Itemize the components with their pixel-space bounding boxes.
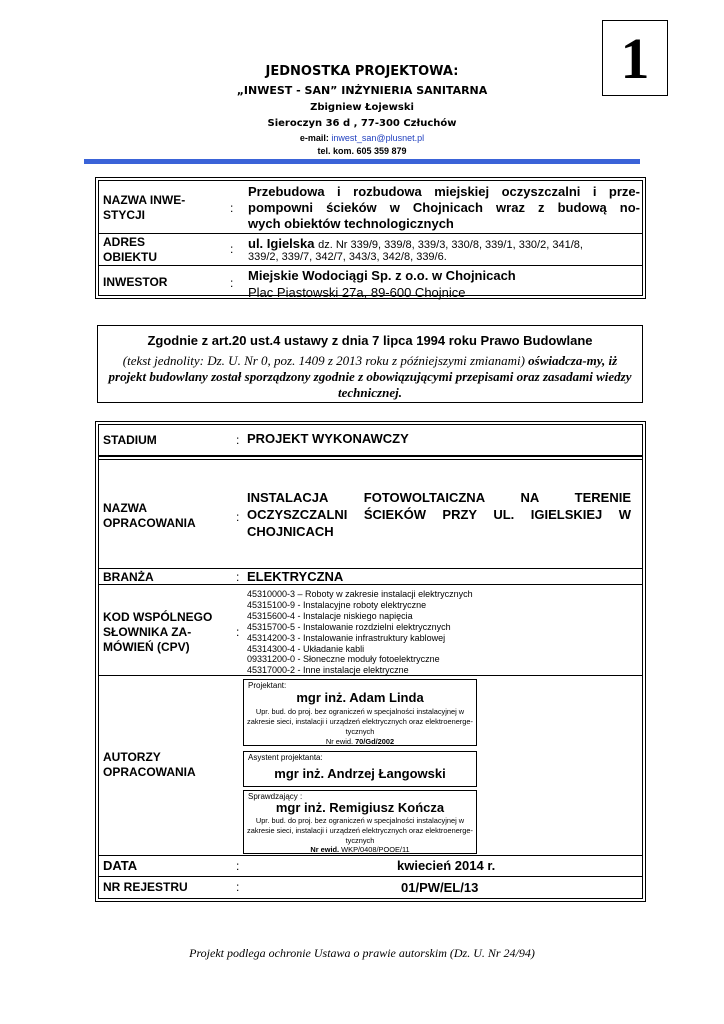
copyright-footer: Projekt podlega ochronie Ustawa o prawie autorskim (Dz. U. Nr 24/94) <box>189 946 535 960</box>
company-name: „INWEST - SAN” INŻYNIERIA SANITARNA <box>236 84 488 97</box>
investor-row <box>99 265 642 300</box>
register-label: NR REJESTRU <box>103 880 188 894</box>
company-address: Sieroczyn 36 d , 77-300 Człuchów <box>267 118 457 129</box>
header-divider <box>84 159 640 164</box>
checker-box <box>243 790 477 854</box>
email-link[interactable]: inwest_san@plusnet.pl <box>331 133 425 143</box>
checker-name: mgr inż. Remigiusz Kończa <box>275 800 445 815</box>
title-line1: INSTALACJA FOTOWOLTAICZNA NA TERENIE <box>247 490 631 505</box>
company-email <box>150 133 574 143</box>
cpv-code: 45310000-3 – Roboty w zakresie instalacji elektrycznych <box>247 589 473 599</box>
project-table-inner <box>98 424 643 899</box>
investment-table <box>95 177 646 299</box>
checker-desc1: Upr. bud. do proj. bez ograniczeń w specjalności instalacyjnej w <box>255 816 465 825</box>
branch-label: BRANŻA <box>103 570 154 584</box>
stage-row <box>99 425 642 457</box>
colon: : <box>230 276 234 290</box>
investment-table-inner <box>98 180 643 300</box>
designer-desc3: tycznych <box>345 727 375 736</box>
designer-desc1: Upr. bud. do proj. bez ograniczeń w specjalności instalacyjnej w <box>255 707 465 716</box>
cpv-code: 45314200-3 - Instalowanie infrastruktury kablowej <box>247 632 446 643</box>
cpv-code: 45314300-4 - Układanie kabli <box>247 643 365 654</box>
address-street: ul. Igielska <box>248 236 315 251</box>
company-owner: Zbigniew Łojewski <box>310 102 414 113</box>
colon: : <box>236 570 240 584</box>
assistant-name: mgr inż. Andrzej Łangowski <box>274 766 446 781</box>
cpv-row <box>99 584 642 676</box>
declaration-text-normal: (tekst jednolity: Dz. U. Nr 0, poz. 1409 z 2013 roku z późniejszymi zmianami) <box>122 353 525 368</box>
checker-desc2: zakresie sieci, instalacji i urządzeń elektrycznych oraz elektroenerge- <box>247 826 473 835</box>
investor-label: INWESTOR <box>103 275 168 289</box>
project-table <box>95 421 646 902</box>
designer-name: mgr inż. Adam Linda <box>296 690 424 705</box>
investment-name-line3: wych obiektów technologicznych <box>248 216 454 231</box>
cpv-label: KOD WSPÓLNEGO SŁOWNIKA ZA-MÓWIEŃ (CPV) <box>103 610 213 654</box>
branch-row <box>99 568 642 585</box>
address-plots1: dz. Nr 339/9, 339/8, 339/3, 330/8, 339/1, 330/2, 341/8, <box>318 239 583 251</box>
investor-line2: Plac Piastowski 27a, 89-600 Chojnice <box>248 285 466 300</box>
page-number: 1 <box>602 20 668 96</box>
cpv-code: 45315700-5 - Instalowanie rozdzielni elektrycznych <box>247 621 451 632</box>
colon: : <box>236 433 240 447</box>
authors-label: AUTORZY OPRACOWANIA <box>103 750 196 779</box>
address-row <box>99 233 642 266</box>
cpv-code: 45315100-9 - Instalacyjne roboty elektryczne <box>247 599 427 610</box>
authors-row <box>99 675 642 856</box>
title-label: NAZWA OPRACOWANIA <box>103 501 196 530</box>
checker-caption: Sprawdzający : <box>248 792 303 801</box>
cpv-list <box>247 589 473 676</box>
colon: : <box>236 859 240 873</box>
investment-name-row <box>99 181 642 233</box>
designer-reg-value: 70/Gd/2002 <box>355 737 395 746</box>
checker-reg <box>244 845 476 855</box>
designer-reg <box>244 737 476 747</box>
address-plots2: 339/2, 339/7, 342/7, 343/3, 342/8, 339/6. <box>248 251 447 263</box>
designer-box <box>243 679 477 746</box>
designer-caption: Projektant: <box>248 681 287 690</box>
investment-name-label: NAZWA INWE-STYCJI <box>103 193 186 222</box>
colon: : <box>230 201 234 215</box>
checker-reg-label: Nr ewid. <box>310 845 340 854</box>
company-heading: JEDNOSTKA PROJEKTOWA: <box>265 64 459 79</box>
cpv-code: 45317000-2 - Inne instalacje elektryczne <box>247 665 409 676</box>
date-label: DATA <box>103 858 138 873</box>
assistant-box <box>243 751 477 787</box>
assistant-caption: Asystent projektanta: <box>248 753 323 762</box>
designer-desc2: zakresie sieci, instalacji i urządzeń elektrycznych oraz elektroenerge- <box>247 717 473 726</box>
date-row <box>99 855 642 877</box>
checker-reg-value: WKP/0408/POOE/11 <box>341 845 410 854</box>
address-label: ADRES OBIEKTU <box>103 235 157 264</box>
register-row <box>99 876 642 899</box>
stage-value: PROJEKT WYKONAWCZY <box>247 431 409 446</box>
company-phone: tel. kom. 605 359 879 <box>317 146 407 156</box>
designer-reg-label: Nr ewid. <box>325 737 353 746</box>
cpv-code: 45315600-4 - Instalacje niskiego napięcia <box>247 610 413 621</box>
colon: : <box>236 880 240 894</box>
declaration-text-bold: oświadcza-my, iż projekt budowlany został sporządzony zgodnie z obowiązującymi przepisami oraz zasadami wiedzy technicznej. <box>108 353 632 400</box>
colon: : <box>236 625 240 639</box>
title-line2: OCZYSZCZALNI ŚCIEKÓW PRZY UL. IGIELSKIEJ W <box>247 507 631 522</box>
date-value: kwiecień 2014 r. <box>397 858 496 873</box>
investment-name-line1: Przebudowa i rozbudowa miejskiej oczyszczalni i prze- <box>248 184 640 199</box>
investment-name-line2: pompowni ścieków w Chojnicach wraz z budową no- <box>248 200 640 215</box>
title-row <box>99 459 642 569</box>
checker-desc3: tycznych <box>345 836 375 845</box>
declaration-box <box>97 325 643 403</box>
declaration-text <box>104 353 636 401</box>
title-line3: CHOJNICACH <box>247 524 334 539</box>
address-line1 <box>248 236 640 252</box>
stage-label: STADIUM <box>103 433 157 447</box>
colon: : <box>236 510 240 524</box>
declaration-title: Zgodnie z art.20 ust.4 ustawy z dnia 7 lipca 1994 roku Prawo Budowlane <box>147 333 593 348</box>
register-value: 01/PW/EL/13 <box>401 880 479 895</box>
branch-value: ELEKTRYCZNA <box>247 569 344 584</box>
investor-line1: Miejskie Wodociągi Sp. z o.o. w Chojnicach <box>248 268 516 283</box>
email-label: e-mail: <box>299 133 329 143</box>
cpv-code: 09331200-0 - Słoneczne moduły fotoelektryczne <box>247 654 440 665</box>
colon: : <box>230 242 234 256</box>
